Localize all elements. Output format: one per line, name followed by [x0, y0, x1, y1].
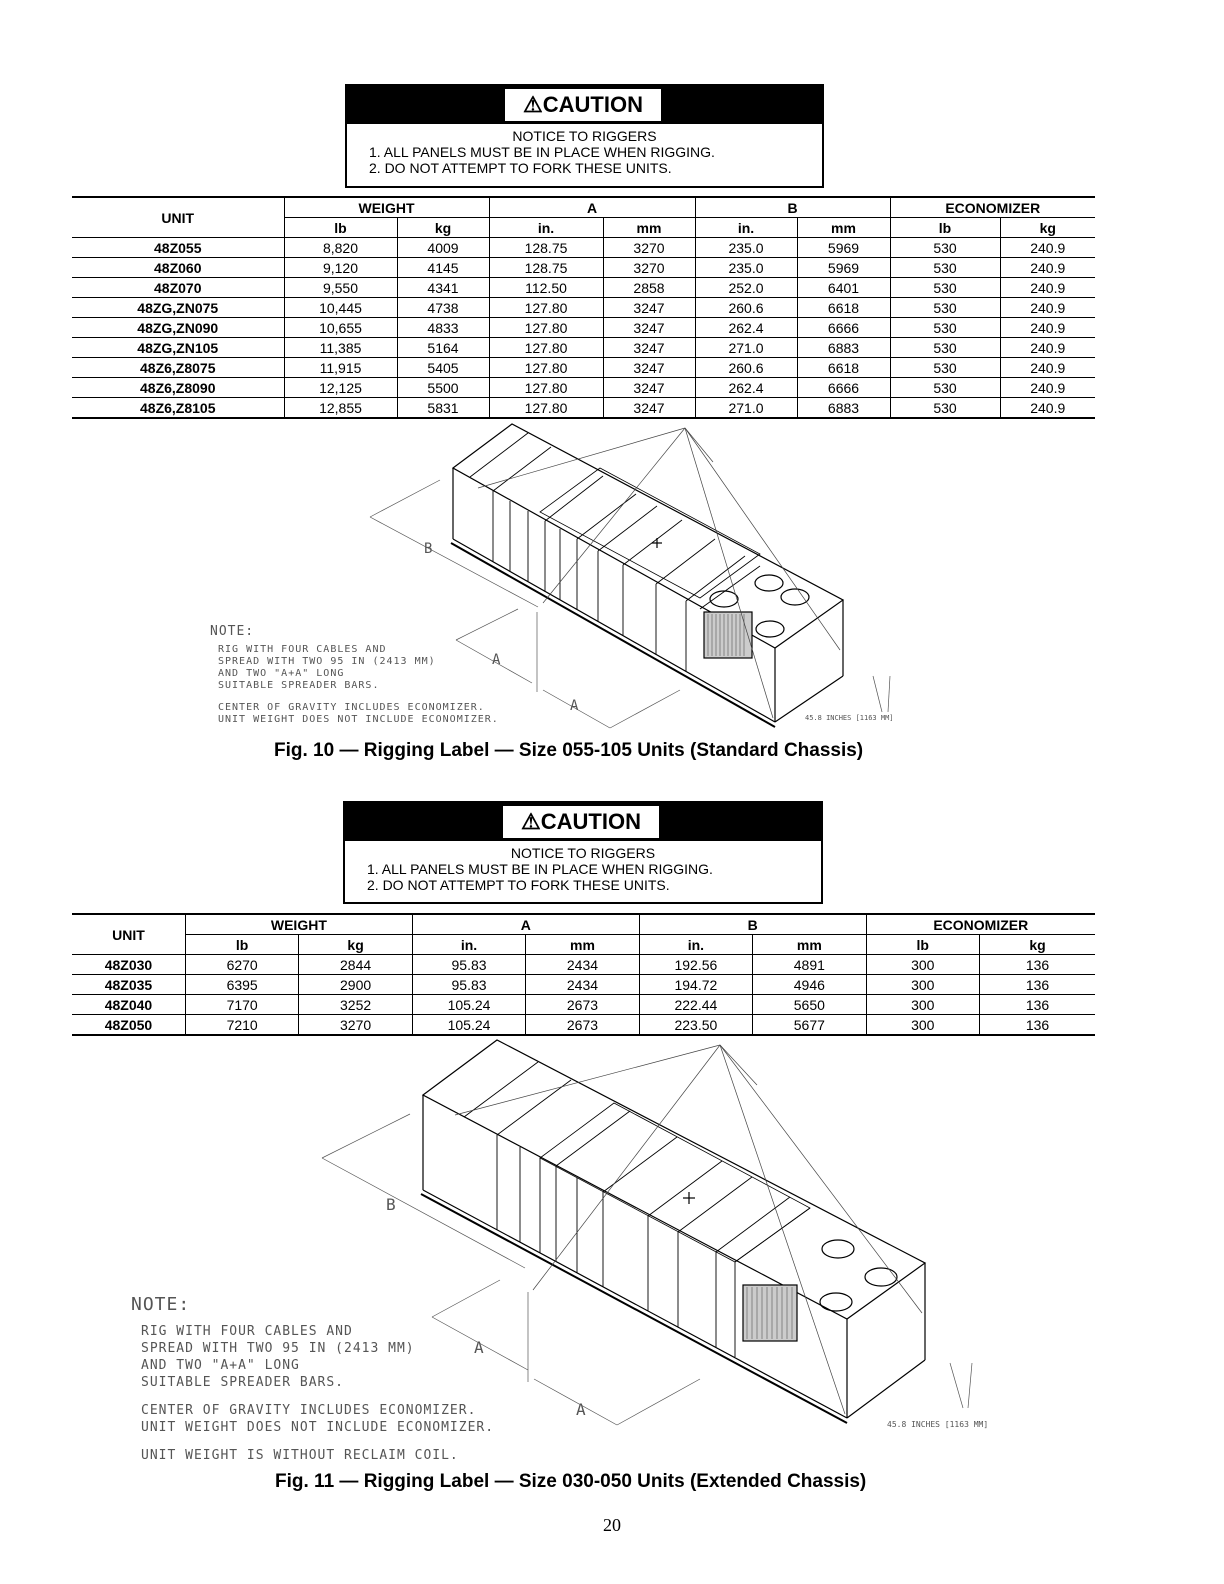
value-cell: 271.0	[695, 338, 797, 358]
value-cell: 6618	[797, 298, 890, 318]
value-cell: 530	[890, 278, 1000, 298]
subheader-kg: kg	[1000, 218, 1095, 238]
value-cell: 2900	[299, 975, 412, 995]
unit-cell: 48Z030	[72, 955, 185, 975]
unit-cell: 48Z055	[72, 238, 284, 258]
value-cell: 2673	[526, 1015, 639, 1036]
value-cell: 530	[890, 318, 1000, 338]
value-cell: 192.56	[639, 955, 752, 975]
value-cell: 3247	[603, 298, 695, 318]
caution-item-2: 2. DO NOT ATTEMPT TO FORK THESE UNITS.	[369, 160, 672, 176]
value-cell: 4946	[753, 975, 866, 995]
page-number: 20	[603, 1515, 621, 1535]
value-cell: 2844	[299, 955, 412, 975]
subheader-mm: mm	[603, 218, 695, 238]
value-cell: 240.9	[1000, 358, 1095, 378]
value-cell: 112.50	[489, 278, 603, 298]
value-cell: 530	[890, 358, 1000, 378]
value-cell: 127.80	[489, 358, 603, 378]
caution-title: ⚠CAUTION	[503, 806, 659, 838]
value-cell: 6618	[797, 358, 890, 378]
unit-cell: 48Z050	[72, 1015, 185, 1036]
header-b: B	[639, 914, 866, 935]
value-cell: 223.50	[639, 1015, 752, 1036]
value-cell: 271.0	[695, 398, 797, 419]
value-cell: 105.24	[412, 1015, 525, 1036]
value-cell: 530	[890, 238, 1000, 258]
header-unit: UNIT	[72, 914, 185, 955]
dim-label-a-2: A	[570, 698, 579, 714]
value-cell: 530	[890, 338, 1000, 358]
value-cell: 8,820	[284, 238, 397, 258]
note-line: SUITABLE SPREADER BARS.	[141, 1375, 345, 1390]
value-cell: 194.72	[639, 975, 752, 995]
value-cell: 95.83	[412, 975, 525, 995]
value-cell: 235.0	[695, 238, 797, 258]
unit-cell: 48ZG,ZN075	[72, 298, 284, 318]
value-cell: 2673	[526, 995, 639, 1015]
note-line: UNIT WEIGHT IS WITHOUT RECLAIM COIL.	[141, 1448, 459, 1463]
dim-label-a-1: A	[492, 652, 501, 668]
value-cell: 260.6	[695, 358, 797, 378]
subheader-kg: kg	[980, 935, 1096, 955]
value-cell: 3247	[603, 338, 695, 358]
subheader-in: in.	[639, 935, 752, 955]
value-cell: 300	[866, 975, 979, 995]
note-line: UNIT WEIGHT DOES NOT INCLUDE ECONOMIZER.	[218, 714, 499, 725]
value-cell: 300	[866, 955, 979, 975]
note-title: NOTE:	[210, 624, 255, 639]
caution-title: ⚠CAUTION	[505, 89, 661, 121]
header-economizer: ECONOMIZER	[890, 197, 1095, 218]
value-cell: 530	[890, 298, 1000, 318]
note-line: AND TWO "A+A" LONG	[141, 1358, 300, 1373]
value-cell: 262.4	[695, 378, 797, 398]
value-cell: 4145	[397, 258, 489, 278]
value-cell: 3270	[299, 1015, 412, 1036]
value-cell: 4833	[397, 318, 489, 338]
subheader-lb: lb	[185, 935, 298, 955]
caution-item-1: 1. ALL PANELS MUST BE IN PLACE WHEN RIGGING.	[369, 144, 715, 160]
value-cell: 300	[866, 1015, 979, 1036]
value-cell: 5969	[797, 258, 890, 278]
value-cell: 4891	[753, 955, 866, 975]
value-cell: 5405	[397, 358, 489, 378]
value-cell: 128.75	[489, 258, 603, 278]
value-cell: 6883	[797, 338, 890, 358]
note-title: NOTE:	[131, 1294, 191, 1315]
note-line: SPREAD WITH TWO 95 IN (2413 MM)	[141, 1341, 415, 1356]
rigging-note-fig11	[131, 1296, 494, 1464]
value-cell: 5969	[797, 238, 890, 258]
value-cell: 10,655	[284, 318, 397, 338]
value-cell: 3247	[603, 358, 695, 378]
unit-cell: 48Z035	[72, 975, 185, 995]
value-cell: 136	[980, 1015, 1096, 1036]
value-cell: 3270	[603, 238, 695, 258]
value-cell: 6883	[797, 398, 890, 419]
value-cell: 6666	[797, 318, 890, 338]
value-cell: 4009	[397, 238, 489, 258]
value-cell: 12,125	[284, 378, 397, 398]
figure-caption-fig11: Fig. 11 — Rigging Label — Size 030-050 Units (Extended Chassis)	[275, 1471, 867, 1492]
value-cell: 5677	[753, 1015, 866, 1036]
value-cell: 127.80	[489, 398, 603, 419]
value-cell: 127.80	[489, 338, 603, 358]
value-cell: 530	[890, 378, 1000, 398]
header-a: A	[489, 197, 695, 218]
value-cell: 95.83	[412, 955, 525, 975]
value-cell: 136	[980, 975, 1096, 995]
value-cell: 9,550	[284, 278, 397, 298]
subheader-in: in.	[412, 935, 525, 955]
value-cell: 7210	[185, 1015, 298, 1036]
subheader-mm: mm	[753, 935, 866, 955]
value-cell: 11,915	[284, 358, 397, 378]
note-line: CENTER OF GRAVITY INCLUDES ECONOMIZER.	[218, 702, 485, 713]
figure-caption-fig10: Fig. 10 — Rigging Label — Size 055-105 Units (Standard Chassis)	[274, 740, 864, 761]
value-cell: 240.9	[1000, 258, 1095, 278]
subheader-kg: kg	[299, 935, 412, 955]
note-line: UNIT WEIGHT DOES NOT INCLUDE ECONOMIZER.	[141, 1420, 495, 1435]
unit-cell: 48Z040	[72, 995, 185, 1015]
header-b: B	[695, 197, 890, 218]
value-cell: 2858	[603, 278, 695, 298]
value-cell: 7170	[185, 995, 298, 1015]
value-cell: 240.9	[1000, 318, 1095, 338]
value-cell: 252.0	[695, 278, 797, 298]
value-cell: 6395	[185, 975, 298, 995]
value-cell: 240.9	[1000, 278, 1095, 298]
note-line: SPREAD WITH TWO 95 IN (2413 MM)	[218, 656, 436, 667]
value-cell: 300	[866, 995, 979, 1015]
unit-cell: 48Z060	[72, 258, 284, 278]
header-weight: WEIGHT	[185, 914, 412, 935]
value-cell: 222.44	[639, 995, 752, 1015]
value-cell: 5831	[397, 398, 489, 419]
dim-label-a-2: A	[576, 1400, 586, 1419]
value-cell: 10,445	[284, 298, 397, 318]
note-line: SUITABLE SPREADER BARS.	[218, 680, 380, 691]
value-cell: 12,855	[284, 398, 397, 419]
subheader-in: in.	[695, 218, 797, 238]
note-line: AND TWO "A+A" LONG	[218, 668, 345, 679]
value-cell: 3247	[603, 318, 695, 338]
value-cell: 6270	[185, 955, 298, 975]
value-cell: 128.75	[489, 238, 603, 258]
dim-label-a-1: A	[474, 1338, 484, 1357]
value-cell: 5650	[753, 995, 866, 1015]
value-cell: 5164	[397, 338, 489, 358]
header-unit: UNIT	[72, 197, 284, 238]
header-weight: WEIGHT	[284, 197, 489, 218]
value-cell: 262.4	[695, 318, 797, 338]
note-line: RIG WITH FOUR CABLES AND	[141, 1324, 353, 1339]
value-cell: 3247	[603, 398, 695, 419]
unit-cell: 48Z6,Z8075	[72, 358, 284, 378]
value-cell: 105.24	[412, 995, 525, 1015]
value-cell: 3247	[603, 378, 695, 398]
value-cell: 530	[890, 258, 1000, 278]
value-cell: 6666	[797, 378, 890, 398]
value-cell: 3270	[603, 258, 695, 278]
subheader-lb: lb	[866, 935, 979, 955]
caution-item-1: 1. ALL PANELS MUST BE IN PLACE WHEN RIGGING.	[367, 861, 713, 877]
value-cell: 127.80	[489, 298, 603, 318]
dim-label-b: B	[424, 541, 433, 557]
value-cell: 240.9	[1000, 378, 1095, 398]
header-a: A	[412, 914, 639, 935]
value-cell: 240.9	[1000, 298, 1095, 318]
unit-cell: 48ZG,ZN090	[72, 318, 284, 338]
unit-cell: 48Z070	[72, 278, 284, 298]
value-cell: 4738	[397, 298, 489, 318]
value-cell: 9,120	[284, 258, 397, 278]
unit-cell: 48Z6,Z8105	[72, 398, 284, 419]
caution-notice: NOTICE TO RIGGERS	[512, 128, 657, 144]
value-cell: 2434	[526, 955, 639, 975]
dim-label-inches: 45.8 INCHES [1163 MM]	[805, 714, 894, 722]
unit-cell: 48ZG,ZN105	[72, 338, 284, 358]
subheader-mm: mm	[797, 218, 890, 238]
caution-notice: NOTICE TO RIGGERS	[510, 845, 656, 861]
value-cell: 240.9	[1000, 238, 1095, 258]
caution-item-2: 2. DO NOT ATTEMPT TO FORK THESE UNITS.	[367, 877, 670, 893]
unit-cell: 48Z6,Z8090	[72, 378, 284, 398]
dim-label-inches: 45.8 INCHES [1163 MM]	[887, 1420, 989, 1429]
value-cell: 235.0	[695, 258, 797, 278]
value-cell: 240.9	[1000, 398, 1095, 419]
value-cell: 2434	[526, 975, 639, 995]
subheader-mm: mm	[526, 935, 639, 955]
value-cell: 127.80	[489, 318, 603, 338]
note-line: RIG WITH FOUR CABLES AND	[218, 644, 387, 655]
value-cell: 5500	[397, 378, 489, 398]
value-cell: 136	[980, 995, 1096, 1015]
value-cell: 6401	[797, 278, 890, 298]
value-cell: 4341	[397, 278, 489, 298]
value-cell: 3252	[299, 995, 412, 1015]
value-cell: 240.9	[1000, 338, 1095, 358]
value-cell: 530	[890, 398, 1000, 419]
dim-label-b: B	[386, 1195, 396, 1214]
note-line: CENTER OF GRAVITY INCLUDES ECONOMIZER.	[141, 1403, 477, 1418]
value-cell: 127.80	[489, 378, 603, 398]
subheader-lb: lb	[890, 218, 1000, 238]
subheader-kg: kg	[397, 218, 489, 238]
value-cell: 136	[980, 955, 1096, 975]
subheader-in: in.	[489, 218, 603, 238]
subheader-lb: lb	[284, 218, 397, 238]
header-economizer: ECONOMIZER	[866, 914, 1095, 935]
value-cell: 260.6	[695, 298, 797, 318]
value-cell: 11,385	[284, 338, 397, 358]
